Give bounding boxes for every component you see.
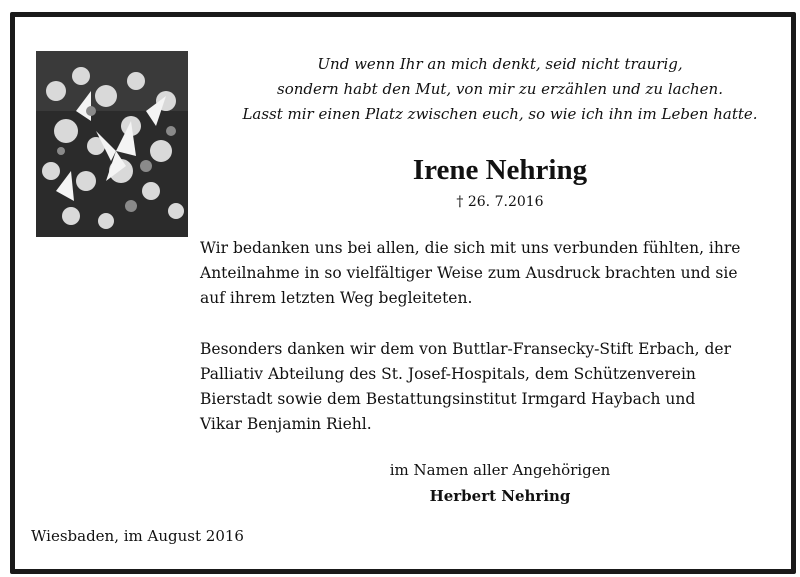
death-date: † 26. 7.2016 — [456, 194, 544, 210]
signature-intro: im Namen aller Angehörigen — [389, 461, 611, 479]
text-line: Besonders danken wir dem von Buttlar-Fransecky-Stift Erbach, der — [200, 340, 731, 358]
text-line: Anteilnahme in so vielfältiger Weise zum Ausdruck brachten und sie — [200, 264, 738, 282]
flower-bouquet-image — [36, 51, 188, 237]
poem-line: Und wenn Ihr an mich denkt, seid nicht traurig, — [317, 55, 683, 73]
flower-bouquet-photo — [36, 51, 188, 237]
deceased-name: Irene Nehring — [412, 154, 588, 186]
text-line: Vikar Benjamin Riehl. — [200, 415, 372, 433]
obituary-notice-frame — [10, 12, 796, 574]
text-line: Palliativ Abteilung des St. Josef-Hospitals, dem Schützenverein — [200, 365, 696, 383]
signature-name: Herbert Nehring — [429, 487, 571, 505]
poem-verse — [225, 52, 775, 127]
text-line: auf ihrem letzten Weg begleiteten. — [200, 289, 473, 307]
text-line: Wir bedanken uns bei allen, die sich mit uns verbunden fühlten, ihre — [200, 239, 741, 257]
place-and-date: Wiesbaden, im August 2016 — [31, 527, 244, 545]
text-line: Bierstadt sowie dem Bestattungsinstitut Irmgard Haybach und — [200, 390, 696, 408]
thanks-paragraph-1 — [200, 236, 780, 311]
poem-line: sondern habt den Mut, von mir zu erzählen und zu lachen. — [277, 80, 723, 98]
poem-line: Lasst mir einen Platz zwischen euch, so wie ich ihn im Leben hatte. — [242, 105, 758, 123]
thanks-paragraph-2 — [200, 337, 780, 437]
